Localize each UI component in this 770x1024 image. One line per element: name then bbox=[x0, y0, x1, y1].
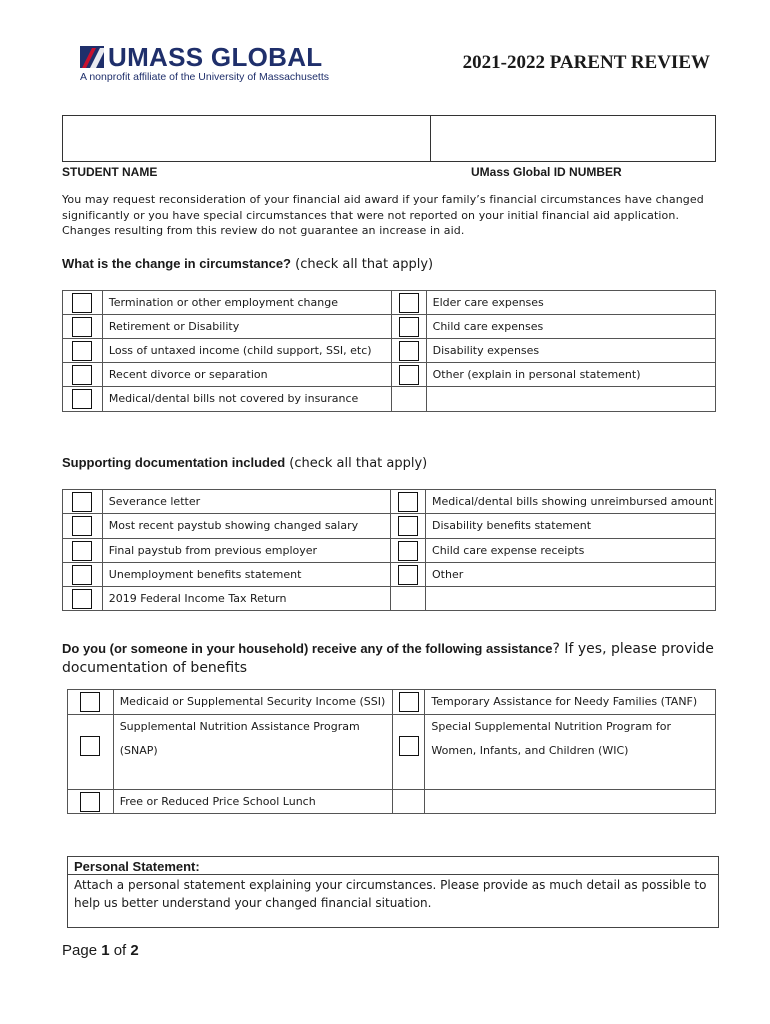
page-number bbox=[62, 942, 139, 959]
assist-heading-line2: documentation of benefits bbox=[62, 660, 248, 676]
docs-table bbox=[62, 489, 716, 611]
assist-heading bbox=[62, 639, 714, 678]
checkbox[interactable] bbox=[399, 341, 419, 361]
option-label: Loss of untaxed income (child support, SSI, etc) bbox=[108, 344, 372, 357]
assist-heading-note: ? If yes, please provide bbox=[552, 641, 714, 657]
table-row bbox=[63, 363, 716, 387]
empty-cell bbox=[391, 587, 426, 611]
change-table bbox=[62, 290, 716, 412]
change-heading-note: (check all that apply) bbox=[291, 257, 434, 272]
option-label: Other bbox=[432, 568, 464, 581]
student-id-field[interactable] bbox=[431, 116, 715, 161]
option-label: Termination or other employment change bbox=[108, 296, 338, 309]
checkbox[interactable] bbox=[398, 565, 418, 585]
option-label: Medical/dental bills showing unreimbursed amount bbox=[432, 495, 714, 508]
option-label-continued: (SNAP) bbox=[119, 744, 158, 757]
table-row bbox=[63, 339, 716, 363]
option-label: Elder care expenses bbox=[432, 296, 544, 309]
student-name-label: STUDENT NAME bbox=[62, 165, 158, 179]
checkbox[interactable] bbox=[80, 736, 100, 756]
checkbox[interactable] bbox=[72, 565, 92, 585]
table-row bbox=[63, 587, 716, 611]
docs-heading-bold: Supporting documentation included bbox=[62, 455, 286, 470]
page-label: Page bbox=[62, 942, 102, 959]
option-label: Temporary Assistance for Needy Families (TANF) bbox=[431, 695, 698, 708]
empty-cell bbox=[392, 790, 425, 814]
logo-wordmark: UMASS GLOBAL bbox=[108, 42, 323, 72]
option-label: 2019 Federal Income Tax Return bbox=[108, 592, 287, 605]
option-label: Special Supplemental Nutrition Program for bbox=[431, 720, 672, 733]
page-title: 2021-2022 PARENT REVIEW bbox=[462, 52, 710, 73]
checkbox[interactable] bbox=[80, 692, 100, 712]
docs-heading-note: (check all that apply) bbox=[285, 456, 428, 471]
assist-heading-bold: Do you (or someone in your household) receive any of the following assistance bbox=[62, 641, 553, 656]
option-label: Child care expense receipts bbox=[432, 544, 585, 557]
table-row bbox=[68, 690, 716, 715]
checkbox[interactable] bbox=[398, 516, 418, 536]
table-row bbox=[63, 315, 716, 339]
empty-cell bbox=[426, 587, 716, 611]
checkbox[interactable] bbox=[399, 293, 419, 313]
option-label: Disability expenses bbox=[432, 344, 540, 357]
option-label: Medicaid or Supplemental Security Income (SSI) bbox=[119, 695, 386, 708]
option-label: Severance letter bbox=[108, 495, 201, 508]
checkbox[interactable] bbox=[72, 492, 92, 512]
divider bbox=[68, 874, 718, 875]
checkbox[interactable] bbox=[72, 341, 92, 361]
checkbox[interactable] bbox=[72, 516, 92, 536]
logo-mark-icon bbox=[80, 46, 104, 68]
option-label: Medical/dental bills not covered by insurance bbox=[108, 392, 359, 405]
personal-statement-title: Personal Statement: bbox=[74, 859, 200, 874]
empty-cell bbox=[425, 790, 716, 814]
option-label: Free or Reduced Price School Lunch bbox=[119, 795, 316, 808]
checkbox[interactable] bbox=[72, 541, 92, 561]
table-row bbox=[68, 715, 716, 790]
checkbox[interactable] bbox=[398, 492, 418, 512]
checkbox[interactable] bbox=[399, 317, 419, 337]
checkbox[interactable] bbox=[72, 317, 92, 337]
change-heading-bold: What is the change in circumstance? bbox=[62, 256, 291, 271]
empty-cell bbox=[426, 387, 715, 412]
current-page: 1 bbox=[101, 942, 110, 959]
option-label: Most recent paystub showing changed salary bbox=[108, 519, 359, 532]
option-label-continued: Women, Infants, and Children (WIC) bbox=[431, 744, 629, 757]
student-id-label: UMass Global ID NUMBER bbox=[471, 165, 622, 179]
checkbox[interactable] bbox=[399, 692, 419, 712]
checkbox[interactable] bbox=[80, 792, 100, 812]
table-row bbox=[63, 387, 716, 412]
checkbox[interactable] bbox=[72, 589, 92, 609]
checkbox[interactable] bbox=[72, 389, 92, 409]
table-row bbox=[63, 490, 716, 514]
checkbox[interactable] bbox=[398, 541, 418, 561]
personal-statement-box bbox=[67, 856, 719, 928]
table-row bbox=[63, 291, 716, 315]
table-row bbox=[63, 539, 716, 563]
logo-tagline: A nonprofit affiliate of the University of Massachusetts bbox=[80, 71, 330, 83]
umass-global-logo bbox=[80, 44, 330, 84]
checkbox[interactable] bbox=[72, 365, 92, 385]
option-label: Recent divorce or separation bbox=[108, 368, 268, 381]
checkbox[interactable] bbox=[399, 736, 419, 756]
option-label: Retirement or Disability bbox=[108, 320, 240, 333]
option-label: Unemployment benefits statement bbox=[108, 568, 302, 581]
change-heading bbox=[62, 256, 433, 272]
option-label: Other (explain in personal statement) bbox=[432, 368, 641, 381]
docs-heading bbox=[62, 455, 427, 471]
personal-statement-body: Attach a personal statement explaining your circumstances. Please provide as much detail as possible to help us better understand your changed financial situation. bbox=[74, 878, 707, 910]
option-label: Disability benefits statement bbox=[432, 519, 592, 532]
student-name-field[interactable] bbox=[63, 116, 429, 161]
table-row bbox=[63, 563, 716, 587]
option-label: Child care expenses bbox=[432, 320, 544, 333]
empty-cell bbox=[391, 387, 426, 412]
total-pages: 2 bbox=[130, 942, 139, 959]
table-row bbox=[68, 790, 716, 814]
page-of: of bbox=[109, 942, 131, 959]
checkbox[interactable] bbox=[399, 365, 419, 385]
checkbox[interactable] bbox=[72, 293, 92, 313]
table-row bbox=[63, 514, 716, 539]
intro-paragraph: You may request reconsideration of your financial aid award if your family’s financial circumstances have changed significantly or you have special circumstances that were not reported on your initial financial aid application. Changes resulting from this review do not guarantee an increase in aid. bbox=[62, 193, 704, 237]
option-label: Supplemental Nutrition Assistance Program bbox=[119, 720, 360, 733]
assist-table bbox=[67, 689, 716, 814]
option-label: Final paystub from previous employer bbox=[108, 544, 318, 557]
